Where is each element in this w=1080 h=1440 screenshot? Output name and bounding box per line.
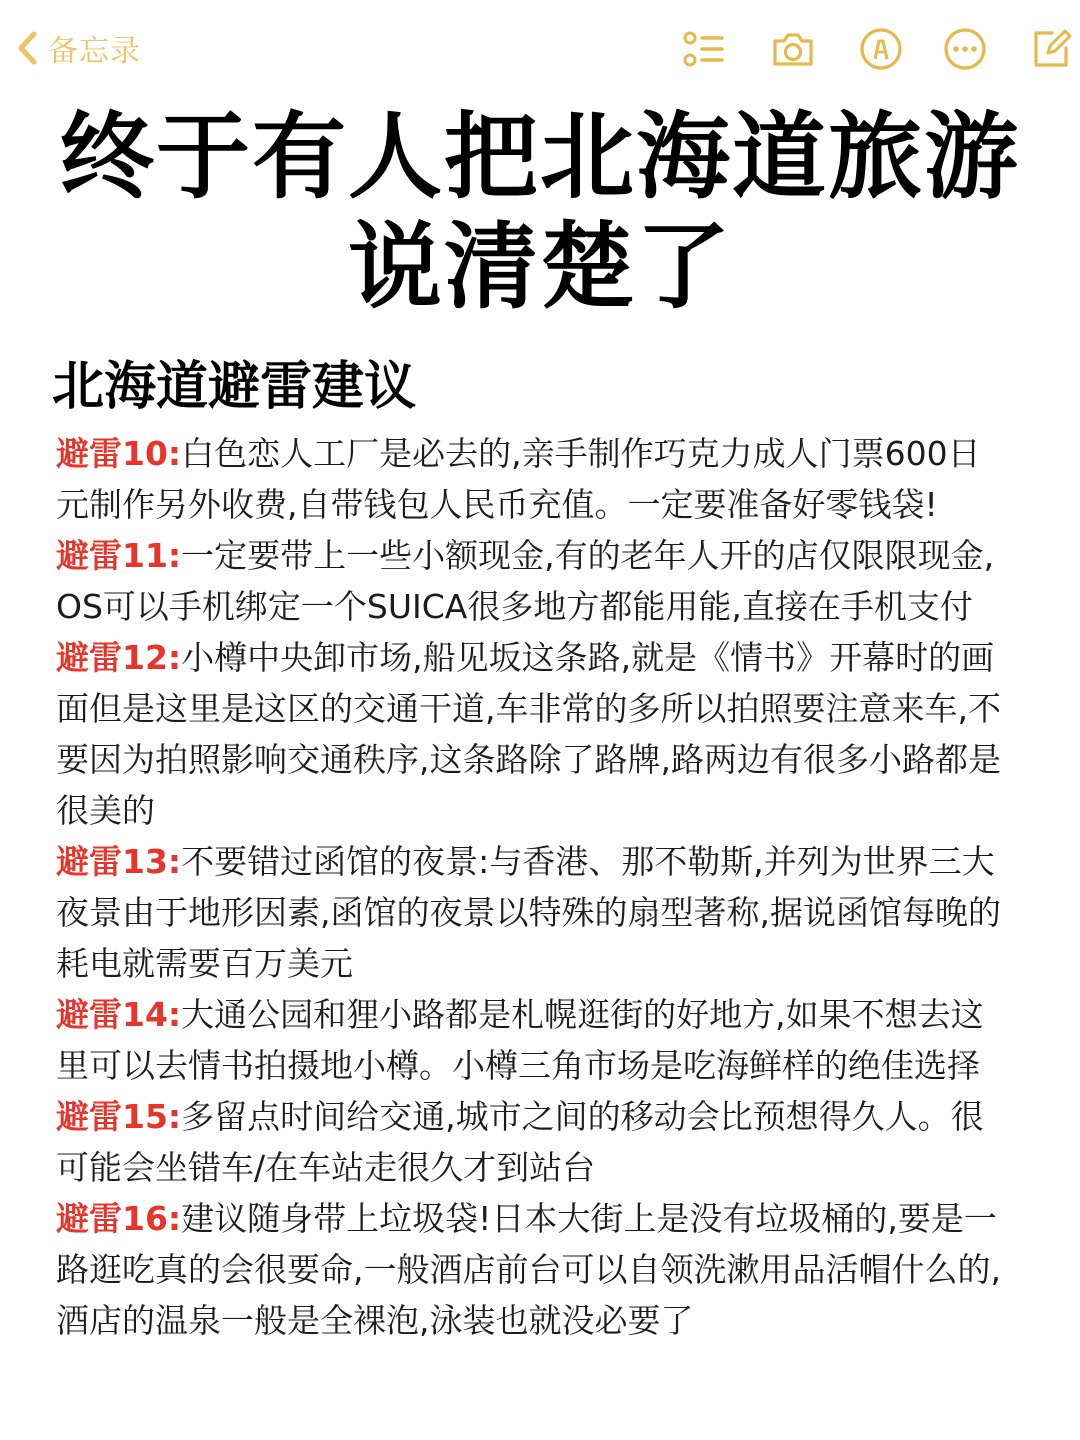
tip-label: 避雷13: bbox=[56, 842, 182, 881]
tip-item bbox=[56, 989, 1006, 1091]
tip-label: 避雷10: bbox=[56, 434, 182, 473]
tip-label: 避雷14: bbox=[56, 995, 182, 1034]
tip-text: 白色恋人工厂是必去的,亲手制作巧克力成人门票600日元制作另外收费,自带钱包人民币充值。一定要准备好零钱袋! bbox=[56, 434, 981, 524]
more-button[interactable] bbox=[942, 26, 988, 72]
checklist-button[interactable] bbox=[680, 26, 726, 72]
back-button[interactable] bbox=[14, 26, 141, 70]
tip-label: 避雷11: bbox=[56, 536, 182, 575]
tip-item bbox=[56, 1091, 1006, 1193]
back-label: 备忘录 bbox=[48, 34, 141, 69]
compose-icon bbox=[1028, 26, 1074, 72]
markup-button[interactable] bbox=[858, 26, 904, 72]
camera-button[interactable] bbox=[770, 26, 816, 72]
section-heading: 北海道避雷建议 bbox=[52, 357, 417, 417]
tip-item bbox=[56, 836, 1006, 989]
compose-button[interactable] bbox=[1028, 26, 1074, 72]
tip-text: 建议随身带上垃圾袋!日本大街上是没有垃圾桶的,要是一路逛吃真的会很要命,一般酒店前台可以自领洗漱用品活帽什么的,酒店的温泉一般是全裸泡,泳装也就没必要了 bbox=[56, 1199, 1001, 1340]
tip-label: 避雷16: bbox=[56, 1199, 182, 1238]
tip-text: 多留点时间给交通,城市之间的移动会比预想得久人。很可能会坐错车/在车站走很久才到站台 bbox=[56, 1097, 984, 1187]
tip-item bbox=[56, 530, 1006, 632]
tip-item bbox=[56, 632, 1006, 836]
tip-item bbox=[56, 1193, 1006, 1346]
tip-item bbox=[56, 428, 1006, 530]
more-icon bbox=[942, 26, 988, 72]
checklist-icon bbox=[680, 26, 726, 72]
tip-text: 不要错过函馆的夜景:与香港、那不勒斯,并列为世界三大夜景由于地形因素,函馆的夜景以特殊的扇型著称,据说函馆每晚的耗电就需要百万美元 bbox=[56, 842, 1001, 983]
tip-text: 大通公园和狸小路都是札幌逛街的好地方,如果不想去这里可以去情书拍摄地小樽。小樽三角市场是吃海鲜样的绝佳选择 bbox=[56, 995, 984, 1085]
tip-text: 一定要带上一些小额现金,有的老年人开的店仅限限现金,OS可以手机绑定一个SUICA很多地方都能用能,直接在手机支付 bbox=[56, 536, 995, 626]
note-title-line-1: 终于有人把北海道旅游 bbox=[59, 103, 1020, 212]
tip-label: 避雷12: bbox=[56, 638, 182, 677]
camera-icon bbox=[770, 26, 816, 72]
chevron-left-icon bbox=[14, 28, 40, 68]
markup-pen-icon bbox=[858, 26, 904, 72]
tip-text: 小樽中央卸市场,船见坂这条路,就是《情书》开幕时的画面但是这里是这区的交通干道,车非常的多所以拍照要注意来车,不要因为拍照影响交通秩序,这条路除了路牌,路两边有很多小路都是很美的 bbox=[56, 638, 1001, 830]
tip-label: 避雷15: bbox=[56, 1097, 182, 1136]
tips-list bbox=[56, 428, 1006, 1346]
note-title-line-2: 说清楚了 bbox=[347, 213, 732, 322]
notes-navbar bbox=[0, 0, 1080, 96]
